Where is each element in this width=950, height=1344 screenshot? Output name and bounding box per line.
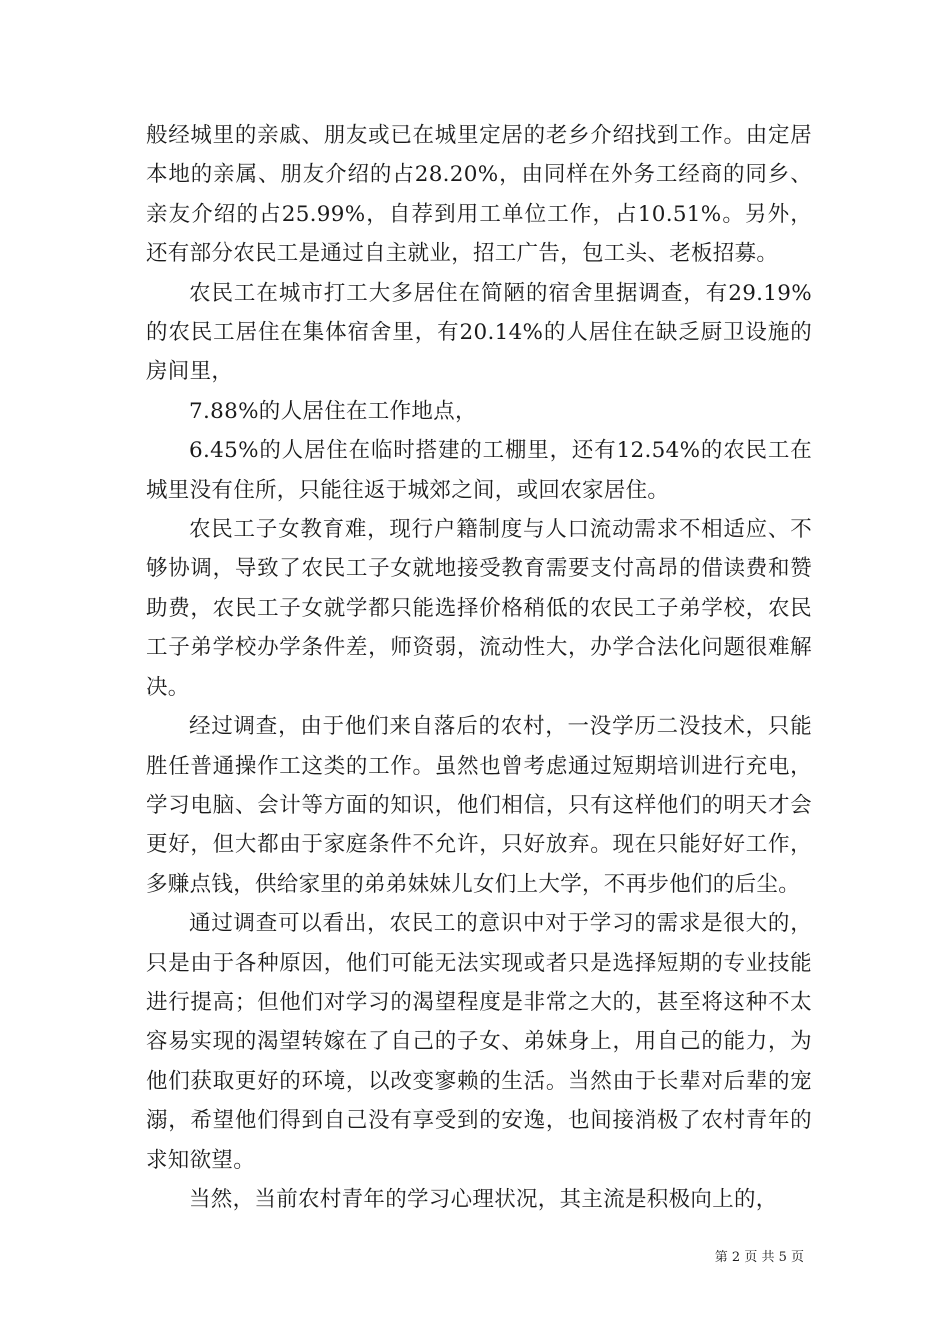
paragraph-6: 经过调查，由于他们来自落后的农村，一没学历二没技术，只能胜任普通操作工这类的工作。虽然也曾考虑通过短期培训进行充电，学习电脑、会计等方面的知识，他们相信，只有这样他们的明天才会更好，但大都由于家庭条件不允许，只好放弃。现在只能好好工作，多赚点钱，供给家里的弟弟妹妹儿女们上大学，不再步他们的后尘。 xyxy=(146,714,812,897)
paragraph-7: 通过调查可以看出，农民工的意识中对于学习的需求是很大的，只是由于各种原因，他们可能无法实现或者只是选择短期的专业技能进行提高；但他们对学习的渴望程度是非常之大的，甚至将这种不太容易实现的渴望转嫁在了自己的子女、弟妹身上，用自己的能力，为他们获取更好的环境，以改变寥赖的生活。当然由于长辈对后辈的宠溺，希望他们得到自己没有享受到的安逸，也间接消极了农村青年的求知欲望。 xyxy=(146,911,812,1173)
paragraph-2: 农民工在城市打工大多居住在简陋的宿舍里据调查，有29.19%的农民工居住在集体宿舍里，有20.14%的人居住在缺乏厨卫设施的房间里， xyxy=(146,280,812,385)
paragraph-3: 7.88%的人居住在工作地点， xyxy=(189,398,477,424)
paragraph-4: 6.45%的人居住在临时搭建的工棚里，还有12.54%的农民工在城里没有住所，只能往返于城郊之间，或回农家居住。 xyxy=(146,438,812,503)
paragraph-5: 农民工子女教育难，现行户籍制度与人口流动需求不相适应、不够协调，导致了农民工子女就地接受教育需要支付高昂的借读费和赞助费，农民工子女就学都只能选择价格稍低的农民工子弟学校，农民工子弟学校办学条件差，师资弱，流动性大，办学合法化问题很难解决。 xyxy=(146,517,812,700)
paragraph-1: 般经城里的亲戚、朋友或已在城里定居的老乡介绍找到工作。由定居本地的亲属、朋友介绍的占28.20%，由同样在外务工经商的同乡、亲友介绍的占25.99%，自荐到用工单位工作，占10.51%。另外，还有部分农民工是通过自主就业，招工广告，包工头、老板招募。 xyxy=(146,123,812,267)
page-number-footer: 第 2 页 共 5 页 xyxy=(714,1250,804,1265)
document-body xyxy=(146,116,812,1219)
paragraph-8: 当然，当前农村青年的学习心理状况，其主流是积极向上的， xyxy=(189,1186,778,1212)
